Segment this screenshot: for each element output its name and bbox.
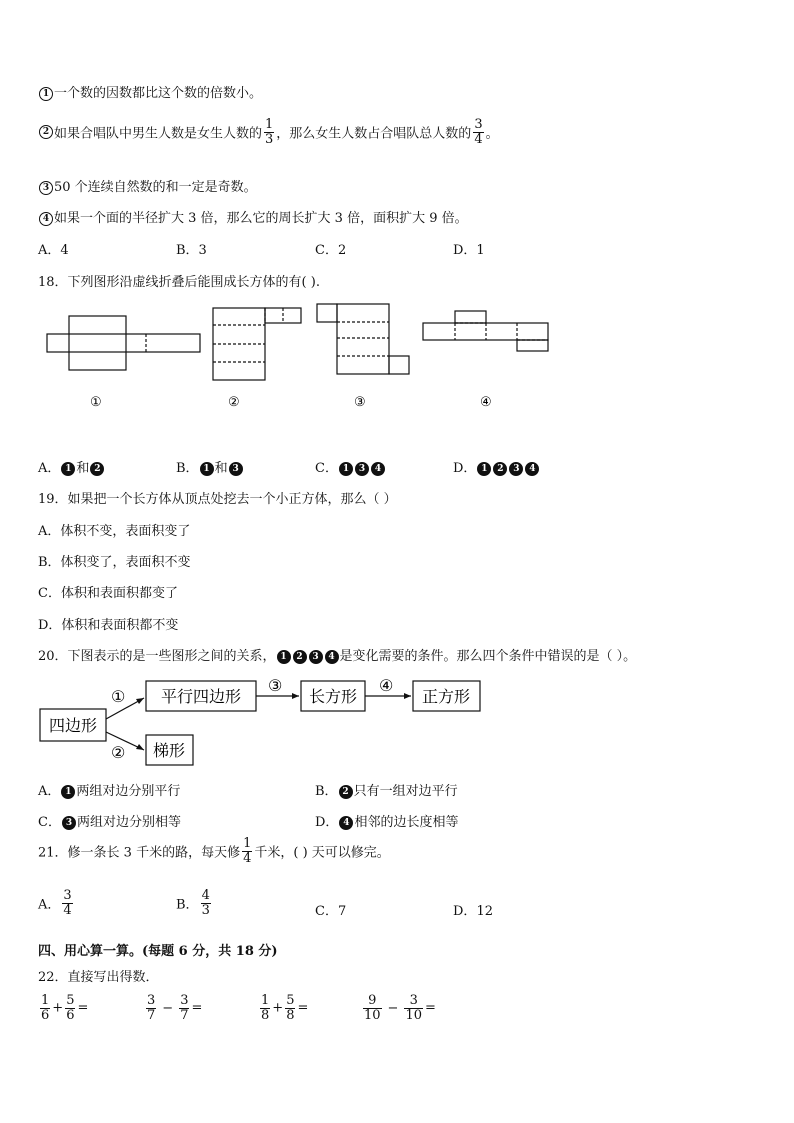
numerator: 1 [265, 117, 274, 132]
circled-mark: 3 [62, 816, 76, 830]
q21-option-a[interactable] [38, 889, 75, 917]
statement-text: 如果一个面的半径扩大 3 倍，那么它的周长扩大 3 倍，面积扩大 9 倍。 [54, 211, 468, 226]
q22-stem: 22．直接写出得数． [38, 970, 159, 985]
denominator: 8 [261, 1007, 270, 1023]
circled-mark: 4 [39, 212, 53, 226]
q20-stem [38, 645, 636, 664]
option-text: 两组对边分别相等 [76, 815, 181, 830]
expression-4 [361, 994, 436, 1022]
operator: − [387, 1000, 399, 1016]
condition-1: ① [111, 687, 126, 706]
net-figure-2 [213, 308, 301, 380]
statement-4 [38, 207, 468, 226]
option-text: 两组对边分别平行 [76, 784, 181, 799]
stem-text: 千米，( ) 天可以修完。 [254, 845, 390, 861]
fraction [260, 994, 270, 1022]
denominator: 10 [364, 1007, 381, 1023]
numerator: 1 [41, 993, 50, 1008]
q17-option-a[interactable]: A．4 [38, 243, 69, 258]
label-rectangle: 长方形 [308, 687, 358, 706]
condition-2: ② [111, 743, 126, 762]
circled-mark: 4 [325, 650, 339, 664]
option-letter: C． [38, 815, 61, 830]
fraction [179, 994, 189, 1022]
fraction [62, 889, 72, 917]
q18-option-d[interactable] [453, 457, 540, 476]
figure-label-2: ② [228, 395, 240, 410]
fraction [146, 994, 156, 1022]
circled-mark: 2 [90, 462, 104, 476]
denominator: 7 [147, 1007, 156, 1023]
condition-3: ③ [268, 676, 283, 695]
statement-text: 50 个连续自然数的和一定是奇数。 [54, 180, 257, 195]
option-letter: B． [176, 897, 199, 913]
net-figures [38, 296, 568, 416]
q21-option-d[interactable] [453, 900, 493, 919]
circled-mark: 1 [61, 785, 75, 799]
option-letter: B． [315, 784, 338, 799]
operator: − [162, 1000, 174, 1016]
option-text: 7 [337, 904, 347, 919]
q17-option-c[interactable]: C．2 [315, 243, 347, 258]
q19-option-b[interactable]: B．体积变了，表面积不变 [38, 555, 191, 570]
q20-option-c[interactable] [38, 811, 181, 830]
numerator: 1 [261, 993, 270, 1008]
net-figure-1 [47, 316, 200, 370]
numerator: 1 [243, 836, 252, 851]
numerator: 5 [66, 993, 75, 1008]
fraction [242, 837, 252, 865]
denominator: 7 [180, 1007, 189, 1023]
circled-mark: 4 [525, 462, 539, 476]
circled-mark: 2 [293, 650, 307, 664]
equals-sign: = [425, 1000, 436, 1016]
equals-sign: = [191, 1000, 203, 1016]
statement-1 [38, 82, 262, 101]
option-letter: D． [453, 904, 477, 919]
circled-mark: 3 [509, 462, 523, 476]
numerator: 5 [286, 993, 295, 1008]
denominator: 4 [474, 131, 483, 147]
option-letter: A． [38, 461, 61, 476]
option-text: 和 [214, 461, 228, 476]
expression-3 [258, 994, 308, 1022]
expression-1 [38, 994, 88, 1022]
option-letter: A． [38, 897, 61, 913]
q20-option-a[interactable] [38, 780, 180, 799]
denominator: 8 [286, 1007, 295, 1023]
numerator: 3 [63, 888, 72, 903]
fraction [65, 994, 75, 1022]
numerator: 9 [368, 993, 377, 1008]
q18-option-c[interactable] [315, 457, 386, 476]
circled-mark: 3 [229, 462, 243, 476]
option-text: 只有一组对边平行 [353, 784, 458, 799]
operator: + [52, 1000, 64, 1016]
shape-relation-diagram [38, 672, 498, 772]
denominator: 4 [243, 850, 252, 866]
q18-stem: 18．下列图形沿虚线折叠后能围成长方体的有( ). [38, 275, 320, 290]
q18-option-b[interactable] [176, 457, 244, 476]
fraction [363, 994, 382, 1022]
option-text: 12 [476, 904, 493, 919]
statement-2 [38, 118, 499, 146]
numerator: 3 [147, 993, 156, 1008]
circled-mark: 1 [61, 462, 75, 476]
label-quadrilateral: 四边形 [48, 716, 98, 735]
stem-text: 21．修一条长 3 千米的路，每天修 [38, 845, 241, 861]
label-parallelogram: 平行四边形 [160, 687, 242, 706]
condition-4: ④ [379, 676, 394, 695]
circled-mark: 1 [339, 462, 353, 476]
circled-mark: 2 [493, 462, 507, 476]
q18-option-a[interactable] [38, 457, 105, 476]
circled-mark: 3 [355, 462, 369, 476]
section-title: 四、用心算一算。(每题 6 分，共 18 分) [38, 944, 278, 959]
numerator: 3 [409, 993, 418, 1008]
figure-label-4: ④ [480, 395, 492, 410]
q19-option-d[interactable]: D．体积和表面积都不变 [38, 618, 179, 633]
circled-mark: 4 [339, 816, 353, 830]
q20-option-d[interactable] [315, 811, 458, 830]
figure-label-3: ③ [354, 395, 366, 410]
option-letter: C． [315, 461, 338, 476]
denominator: 3 [201, 902, 210, 918]
option-letter: D． [315, 815, 339, 830]
label-trapezoid: 梯形 [152, 741, 186, 760]
denominator: 3 [265, 131, 274, 147]
denominator: 4 [63, 902, 72, 918]
stem-text: 20．下图表示的是一些图形之间的关系， [38, 649, 276, 664]
fraction [40, 994, 50, 1022]
figure-label-1: ① [90, 395, 102, 410]
net-figure-4 [423, 311, 548, 351]
circled-mark: 1 [200, 462, 214, 476]
denominator: 6 [66, 1007, 75, 1023]
expression-2 [144, 994, 202, 1022]
circled-mark: 2 [39, 125, 53, 139]
q19-stem: 19．如果把一个长方体从顶点处挖去一个小正方体，那么（ ） [38, 492, 397, 507]
option-letter: C． [315, 904, 338, 919]
numerator: 4 [201, 888, 210, 903]
q21-option-c[interactable] [315, 900, 346, 919]
net-figure-3 [317, 304, 409, 374]
circled-mark: 3 [309, 650, 323, 664]
circled-mark: 1 [39, 87, 53, 101]
q19-option-c[interactable]: C．体积和表面积都变了 [38, 586, 178, 601]
fraction [201, 889, 211, 917]
option-text: 相邻的边长度相等 [354, 815, 459, 830]
q21-option-b[interactable] [176, 889, 213, 917]
statement-text: 一个数的因数都比这个数的倍数小。 [54, 86, 263, 101]
equals-sign: = [297, 1000, 309, 1016]
circled-mark: 2 [339, 785, 353, 799]
fraction [285, 994, 295, 1022]
q19-option-a[interactable]: A．体积不变，表面积变了 [38, 524, 191, 539]
q21-stem [38, 837, 390, 865]
circled-mark: 1 [277, 650, 291, 664]
q17-option-b[interactable]: B．3 [176, 243, 207, 258]
statement-text: ，那么女生人数占合唱队总人数的 [276, 126, 472, 142]
fraction [264, 118, 274, 146]
label-square: 正方形 [421, 687, 471, 706]
option-text: 和 [76, 461, 90, 476]
option-letter: A． [38, 784, 61, 799]
fraction [404, 994, 423, 1022]
denominator: 6 [41, 1007, 50, 1023]
circled-mark: 3 [39, 181, 53, 195]
statement-3 [38, 176, 257, 195]
equals-sign: = [77, 1000, 89, 1016]
fraction [473, 118, 483, 146]
circled-mark: 1 [477, 462, 491, 476]
numerator: 3 [474, 117, 483, 132]
circled-mark: 4 [371, 462, 385, 476]
q17-option-d[interactable]: D．1 [453, 243, 485, 258]
numerator: 3 [180, 993, 189, 1008]
operator: + [272, 1000, 284, 1016]
statement-text: 。 [485, 126, 499, 142]
statement-text: 如果合唱队中男生人数是女生人数的 [54, 126, 263, 142]
denominator: 10 [405, 1007, 422, 1023]
stem-text: 是变化需要的条件。那么四个条件中错误的是（ ）。 [339, 649, 637, 664]
option-letter: B． [176, 461, 199, 476]
option-letter: D． [453, 461, 477, 476]
q20-option-b[interactable] [315, 780, 458, 799]
